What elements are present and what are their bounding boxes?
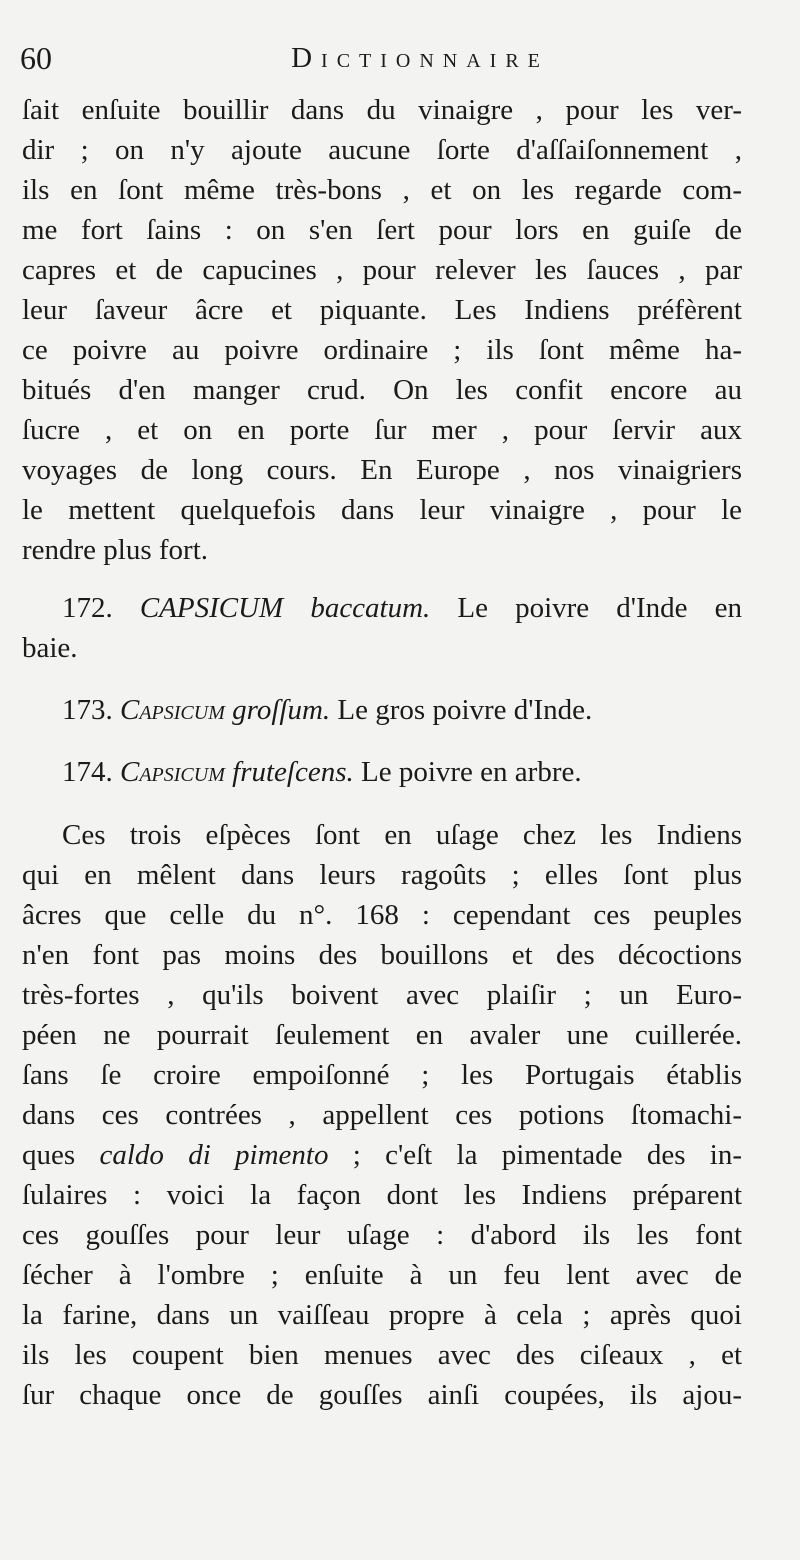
running-title: Dictionnaire xyxy=(291,42,549,74)
entry-text: Le poivre d'Inde en xyxy=(457,592,742,624)
text-line: ils en ſont même très-bons , et on les regarde com- xyxy=(22,174,742,206)
text-line: dans ces contrées , appellent ces potions ſtomachi- xyxy=(22,1099,742,1131)
text-line: dir ; on n'y ajoute aucune ſorte d'aſſaiſonnement , xyxy=(22,134,742,166)
text-line: ce poivre au poivre ordinaire ; ils ſont même ha- xyxy=(22,334,742,366)
text-line: la farine, dans un vaiſſeau propre à cela ; après quoi xyxy=(22,1299,742,1331)
text-fragment: ques xyxy=(22,1139,76,1171)
text-line: péen ne pourrait ſeulement en avaler une cuillerée. xyxy=(22,1019,742,1051)
text-line: le mettent quelquefois dans leur vinaigre , pour le xyxy=(22,494,742,526)
entry-genus: CAPSICUM xyxy=(139,592,284,624)
entry-174 xyxy=(62,752,742,792)
text-fragment: ; c'eſt la pimentade des in- xyxy=(352,1139,742,1171)
page-number: 60 xyxy=(20,40,52,76)
entry-genus: Capsicum xyxy=(120,756,225,788)
entry-number: 172. xyxy=(62,592,113,624)
text-line: ſécher à l'ombre ; enſuite à un feu lent avec de xyxy=(22,1259,742,1291)
text-line: me fort ſains : on s'en ſert pour lors en guiſe de xyxy=(22,214,742,246)
text-line: ſulaires : voici la façon dont les Indiens préparent xyxy=(22,1179,742,1211)
entry-number: 173. xyxy=(62,694,113,726)
text-line: capres et de capucines , pour relever les ſauces , par xyxy=(22,254,742,286)
text-line-with-italic xyxy=(22,1135,742,1175)
text-line: ſucre , et on en porte ſur mer , pour ſervir aux xyxy=(22,414,742,446)
text-line: n'en font pas moins des bouillons et des décoctions xyxy=(22,939,742,971)
italic-phrase: caldo di pimento xyxy=(99,1139,329,1171)
text-line: leur ſaveur âcre et piquante. Les Indiens préfèrent xyxy=(22,294,742,326)
text-line: voyages de long cours. En Europe , nos vinaigriers xyxy=(22,454,742,486)
text-line: ces gouſſes pour leur uſage : d'abord ils les font xyxy=(22,1219,742,1251)
text-line: qui en mêlent dans leurs ragoûts ; elles ſont plus xyxy=(22,859,742,891)
entry-text: Le poivre en arbre. xyxy=(361,756,582,788)
entry-species: fruteſcens. xyxy=(232,756,354,788)
entry-172 xyxy=(62,588,742,628)
text-line: ſans ſe croire empoiſonné ; les Portugais établis xyxy=(22,1059,742,1091)
text-line: Ces trois eſpèces ſont en uſage chez les Indiens xyxy=(62,819,742,851)
text-line: ils les coupent bien menues avec des ciſeaux , et xyxy=(22,1339,742,1371)
entry-text: Le gros poivre d'Inde. xyxy=(337,694,593,726)
text-line: ſur chaque once de gouſſes ainſi coupées, ils ajou- xyxy=(22,1379,742,1411)
text-line: âcres que celle du n°. 168 : cependant ces peuples xyxy=(22,899,742,931)
entry-genus: Capsicum xyxy=(120,694,225,726)
text-line: bitués d'en manger crud. On les confit encore au xyxy=(22,374,742,406)
entry-172-continued: baie. xyxy=(22,632,78,664)
text-line: rendre plus fort. xyxy=(22,534,209,566)
text-line: ſait enſuite bouillir dans du vinaigre , pour les ver- xyxy=(22,94,742,126)
text-line: très-fortes , qu'ils boivent avec plaiſir ; un Euro- xyxy=(22,979,742,1011)
entry-173 xyxy=(62,690,742,730)
entry-number: 174. xyxy=(62,756,113,788)
entry-species: groſſum. xyxy=(232,694,331,726)
page-header xyxy=(0,40,800,84)
entry-species: baccatum. xyxy=(310,592,431,624)
